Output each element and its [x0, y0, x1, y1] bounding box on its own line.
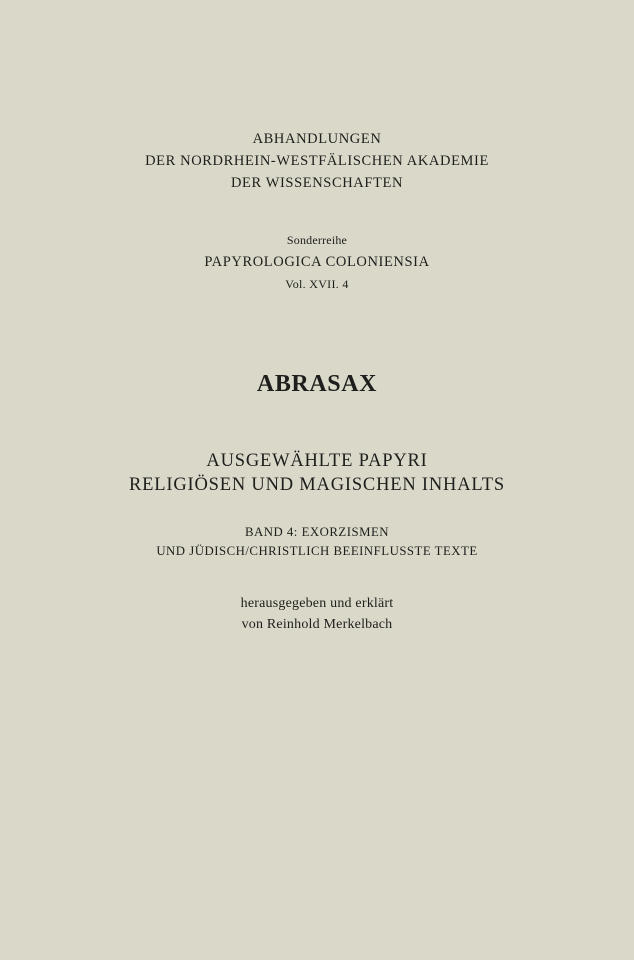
volume-number: Vol. XVII. 4 — [285, 277, 349, 291]
series-heading — [0, 128, 634, 194]
series-line-3: DER WISSENSCHAFTEN — [230, 175, 404, 191]
subtitle-line-1: AUSGEWÄHLTE PAPYRI — [206, 451, 428, 471]
series-line-2: DER NORDRHEIN-WESTFÄLISCHEN AKADEMIE — [145, 153, 489, 169]
band-line-1: BAND 4: EXORZISMEN — [244, 525, 390, 539]
editor-line-2: von Reinhold Merkelbach — [241, 617, 393, 632]
band-line-2: UND JÜDISCH/CHRISTLICH BEEINFLUSSTE TEXTE — [156, 544, 478, 558]
subseries-label: Sonderreihe — [286, 233, 348, 247]
subseries-block — [0, 229, 634, 295]
book-subtitle — [0, 449, 634, 497]
series-line-1: ABHANDLUNGEN — [252, 131, 382, 147]
subseries-name: PAPYROLOGICA COLONIENSIA — [204, 254, 430, 270]
book-title: ABRASAX — [256, 371, 378, 397]
subtitle-line-2: RELIGIÖSEN UND MAGISCHEN INHALTS — [129, 475, 505, 495]
editor-credit — [0, 593, 634, 635]
editor-line-1: herausgegeben und erklärt — [240, 596, 394, 611]
band-info — [0, 523, 634, 561]
